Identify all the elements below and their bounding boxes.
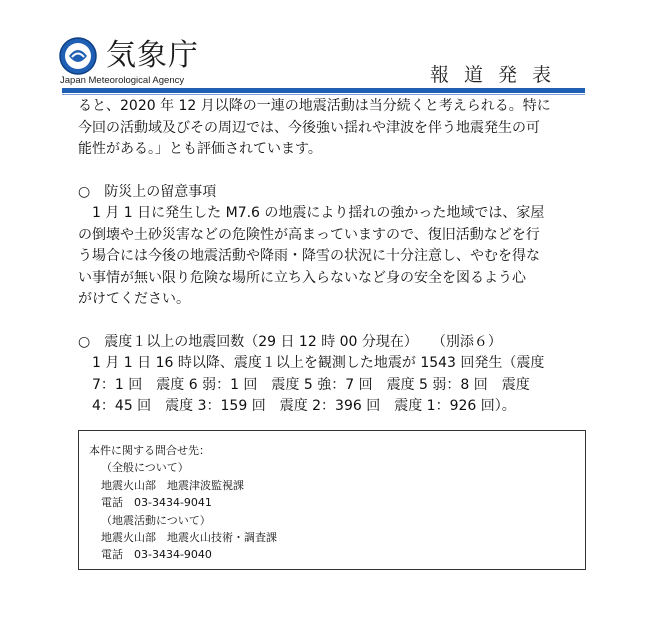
section-heading-earthquake-count: ○ 震度１以上の地震回数（29 日 12 時 00 分現在） （別添６） bbox=[78, 333, 502, 350]
contact-box bbox=[78, 430, 586, 570]
contact-activity-dept: 地震火山部 地震火山技術・調査課 bbox=[101, 531, 277, 545]
agency-name-jp: 気象庁 bbox=[106, 38, 199, 73]
contact-title: 本件に関する問合せ先： bbox=[89, 444, 210, 457]
agency-name-en: Japan Meteorological Agency bbox=[60, 75, 185, 86]
contact-general-dept: 地震火山部 地震津波監視課 bbox=[101, 478, 244, 492]
paragraph-line: 1 月 1 日 16 時以降、震度１以上を観測した地震が 1543 回発生（震度 bbox=[78, 355, 545, 371]
contact-general-label: （全般について） bbox=[101, 461, 189, 475]
intro-line: 能性がある。」とも評価されています。 bbox=[78, 141, 322, 157]
paragraph-line: う場合には今後の地震活動や降雨・降雪の状況に十分注意し、やむを得な bbox=[78, 248, 540, 264]
intro-line: ると、2020 年 12 月以降の一連の地震活動は当分続くと考えられる。特に bbox=[78, 98, 551, 114]
paragraph-line: がけてください。 bbox=[78, 291, 190, 307]
press-release-label: 報道発表 bbox=[430, 64, 567, 86]
contact-activity-phone: 電話 03-3434-9040 bbox=[101, 548, 212, 562]
paragraph-line: 4：45 回 震度 3：159 回 震度 2：396 回 震度 1：926 回）。 bbox=[78, 398, 516, 414]
paragraph-line: の倒壊や土砂災害などの危険性が高まっていますので、復旧活動などを行 bbox=[78, 226, 540, 243]
paragraph-line: い事情が無い限り危険な場所に立ち入らないなど身の安全を図るよう心 bbox=[78, 269, 526, 286]
header-rule bbox=[62, 88, 585, 93]
paragraph-line: 7：1 回 震度 6 弱：1 回 震度 5 強：7 回 震度 5 弱：8 回 震度 bbox=[78, 376, 530, 393]
section-heading-disaster-prevention: ○ 防災上の留意事項 bbox=[78, 183, 217, 200]
letterhead bbox=[0, 0, 659, 100]
intro-line: 今回の活動域及びその周辺では、今後強い揺れや津波を伴う地震発生の可 bbox=[78, 119, 540, 136]
jma-logo-icon bbox=[58, 36, 98, 76]
contact-activity-label: （地震活動について） bbox=[101, 513, 211, 527]
document-body bbox=[78, 96, 588, 418]
paragraph-line: 1 月 1 日に発生した M7.6 の地震により揺れの強かった地域では、家屋 bbox=[78, 205, 545, 221]
contact-general-phone: 電話 03-3434-9041 bbox=[101, 496, 212, 510]
header-rule-thin bbox=[62, 94, 585, 95]
